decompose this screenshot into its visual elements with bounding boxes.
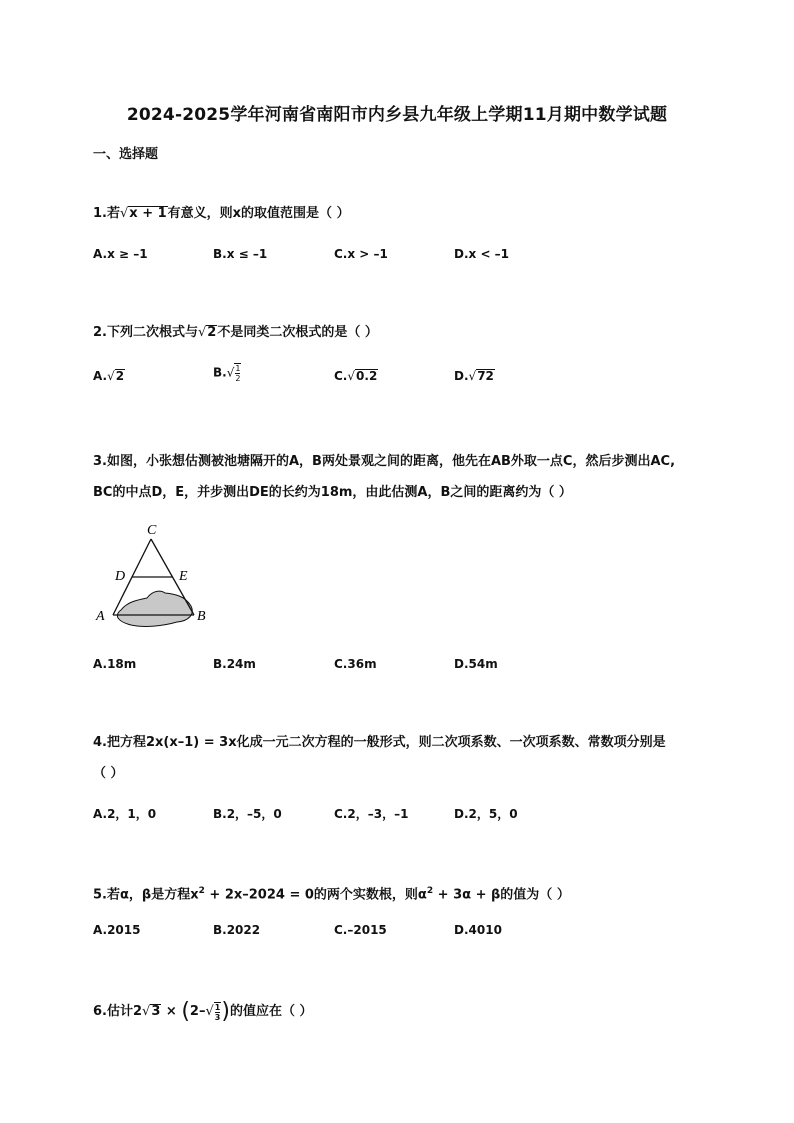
q5-option-c[interactable]: C.–2015: [334, 923, 387, 937]
option-letter: C.: [334, 369, 348, 383]
q5-options: [93, 923, 693, 943]
q3-option-a[interactable]: A.18m: [93, 657, 137, 671]
q6-left-paren: (: [181, 999, 190, 1024]
q4-option-a[interactable]: A.2，1，0: [93, 807, 157, 821]
q1-option-a[interactable]: A.x ≥ –1: [93, 247, 148, 261]
label-c: C: [147, 523, 157, 538]
q2-options: [93, 364, 693, 389]
question-1: [93, 198, 713, 229]
q6-text-pre: 6.估计2: [93, 1004, 143, 1019]
sqrt-sign: √: [468, 369, 477, 383]
label-a: A: [96, 609, 105, 624]
q1-option-b[interactable]: B.x ≤ –1: [213, 247, 268, 261]
q2-text-pre: 2.下列二次根式与: [93, 325, 198, 340]
q3-line-1: 3.如图，小张想估测被池塘隔开的A，B两处景观之间的距离，他先在AB外取一点C，然后步测出AC,: [93, 454, 676, 469]
label-d: D: [115, 569, 126, 584]
q5-exponent-2: 2: [426, 886, 434, 896]
triangle-pond-figure: [93, 522, 223, 632]
q4-option-b[interactable]: B.2，–5，0: [213, 807, 282, 821]
option-letter: D.: [454, 369, 469, 383]
q3-line-2: BC的中点D，E，并步测出DE的长约为18m，由此估测A，B之间的距离约为（ ）: [93, 485, 572, 500]
option-letter: A.: [93, 369, 108, 383]
q2-text-post: 不是同类二次根式的是（ ）: [217, 325, 378, 340]
question-2: [93, 317, 713, 348]
q1-options: [93, 247, 693, 267]
q1-radicand: x + 1: [129, 206, 167, 221]
q2-radicand: 2: [207, 325, 217, 340]
label-e: E: [179, 569, 188, 584]
q1-option-d[interactable]: D.x < –1: [454, 247, 510, 261]
q1-option-c[interactable]: C.x > –1: [334, 247, 388, 261]
option-radicand: 0.2: [356, 369, 378, 383]
q3-option-d[interactable]: D.54m: [454, 657, 498, 671]
fraction-denominator: 2: [235, 374, 241, 383]
label-b: B: [197, 609, 206, 624]
sqrt-sign: √: [142, 1004, 151, 1019]
q1-text-post: 有意义，则x的取值范围是（ ）: [167, 206, 350, 221]
q5-text-pre: 5.若α，β是方程x: [93, 887, 199, 903]
question-4: [93, 727, 733, 789]
q6-radicand: 3: [151, 1004, 161, 1019]
question-6: [93, 996, 713, 1027]
sqrt-sign: √: [205, 1004, 214, 1019]
q5-option-a[interactable]: A.2015: [93, 923, 141, 937]
sqrt-sign: √: [226, 365, 235, 380]
q5-text-post: + 3α + β的值为（ ）: [433, 887, 570, 903]
fraction-numerator: 1: [235, 364, 241, 373]
q4-option-c[interactable]: C.2，–3，–1: [334, 807, 409, 821]
q2-option-d[interactable]: [454, 369, 495, 384]
section-heading: 一、选择题: [93, 147, 159, 162]
q3-option-b[interactable]: B.24m: [213, 657, 256, 671]
sqrt-sign: √: [197, 325, 207, 340]
q6-times: ×: [161, 1004, 182, 1019]
option-fraction: [234, 363, 241, 383]
q4-options: [93, 805, 693, 825]
q5-text-mid: + 2x–2024 = 0的两个实数根，则α: [204, 887, 427, 903]
q4-option-d[interactable]: D.2，5，0: [454, 807, 518, 821]
q5-option-b[interactable]: B.2022: [213, 923, 261, 937]
q1-text-pre: 1.若: [93, 206, 120, 221]
pond-shape: [117, 591, 192, 626]
q5-exponent-1: 2: [198, 886, 205, 896]
sqrt-sign: √: [347, 369, 356, 383]
question-5: [93, 876, 713, 910]
q6-two-minus: 2–: [189, 1004, 206, 1019]
q2-option-a[interactable]: [93, 369, 125, 384]
option-radicand: 72: [477, 369, 494, 383]
q2-option-b[interactable]: [213, 363, 241, 383]
question-3: [93, 446, 733, 508]
q6-text-post: 的值应在（ ）: [229, 1004, 313, 1019]
q4-line-2: （ ）: [93, 766, 124, 781]
q3-options: [93, 657, 693, 677]
q3-option-c[interactable]: C.36m: [334, 657, 377, 671]
q6-right-paren: ): [221, 999, 230, 1024]
fraction-numerator: 1: [214, 1002, 221, 1012]
q4-line-1: 4.把方程2x(x–1) = 3x化成一元二次方程的一般形式，则二次项系数、一次项系数、常数项分别是: [93, 735, 666, 750]
q5-option-d[interactable]: D.4010: [454, 923, 502, 937]
option-radicand: 2: [115, 369, 125, 383]
page-title: 2024-2025学年河南省南阳市内乡县九年级上学期11月期中数学试题: [126, 105, 668, 125]
q2-option-c[interactable]: [334, 369, 378, 384]
sqrt-sign: √: [107, 369, 115, 383]
fraction-denominator: 3: [214, 1012, 221, 1022]
option-letter: B.: [213, 365, 227, 380]
sqrt-sign: √: [119, 206, 129, 221]
